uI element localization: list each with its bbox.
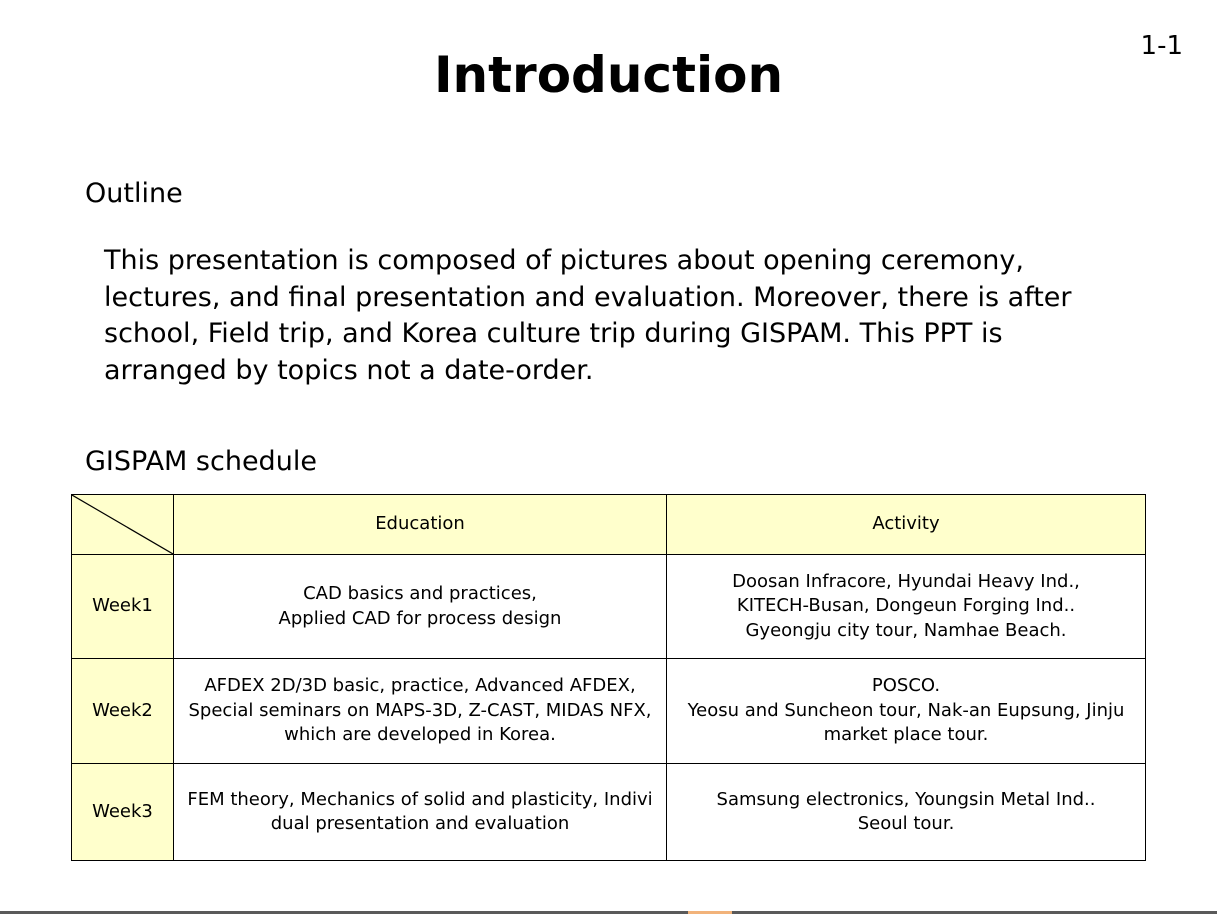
cell-line: KITECH-Busan, Dongeun Forging Ind..: [736, 595, 1076, 617]
table-header-row: [72, 495, 1146, 555]
cell-line: Special seminars on MAPS-3D, Z-CAST, MIDAS NFX,: [188, 699, 652, 721]
activity-cell: [667, 764, 1146, 861]
cell-line: Doosan Infracore, Hyundai Heavy Ind.,: [732, 570, 1080, 592]
week-cell: Week1: [72, 555, 174, 659]
cell-line: Gyeongju city tour, Namhae Beach.: [745, 619, 1067, 641]
outline-body: This presentation is composed of pictures about opening ceremony, lectures, and final presentation and evaluation. Moreover, there is after school, Field trip, and Korea culture trip during GISPAM. This PPT is arranged by topics not a date-order.: [104, 245, 1072, 386]
week-cell: Week2: [72, 659, 174, 764]
diagonal-line-icon: [72, 495, 173, 554]
column-header-education: Education: [174, 495, 667, 555]
cell-line: POSCO.: [871, 675, 941, 697]
slide-title: Introduction: [433, 46, 784, 104]
education-cell: [174, 659, 667, 764]
cell-line: AFDEX 2D/3D basic, practice, Advanced AFDEX,: [204, 675, 636, 697]
cell-line: dual presentation and evaluation: [270, 813, 570, 834]
cell-line: Yeosu and Suncheon tour, Nak-an Eupsung, Jinju: [687, 699, 1125, 721]
table-row: [72, 659, 1146, 764]
slide-number: 1-1: [1140, 31, 1183, 61]
cell-line: Applied CAD for process design: [278, 607, 562, 629]
table-row: [72, 764, 1146, 861]
cell-line: which are developed in Korea.: [284, 724, 556, 746]
cell-line: CAD basics and practices,: [303, 583, 537, 604]
activity-cell: [667, 659, 1146, 764]
corner-cell: [72, 495, 174, 555]
education-cell: [174, 764, 667, 861]
column-header-activity: Activity: [667, 495, 1146, 555]
education-cell: [174, 555, 667, 659]
table-row: [72, 555, 1146, 659]
activity-cell: [667, 555, 1146, 659]
cell-line: FEM theory, Mechanics of solid and plasticity, Indivi: [187, 788, 653, 810]
cell-line: market place tour.: [823, 724, 989, 746]
cell-line: Samsung electronics, Youngsin Metal Ind..: [716, 788, 1096, 810]
schedule-table: [71, 494, 1146, 861]
schedule-heading: GISPAM schedule: [85, 446, 317, 477]
week-cell: Week3: [72, 764, 174, 861]
cell-line: Seoul tour.: [857, 813, 955, 834]
outline-heading: Outline: [85, 178, 183, 209]
